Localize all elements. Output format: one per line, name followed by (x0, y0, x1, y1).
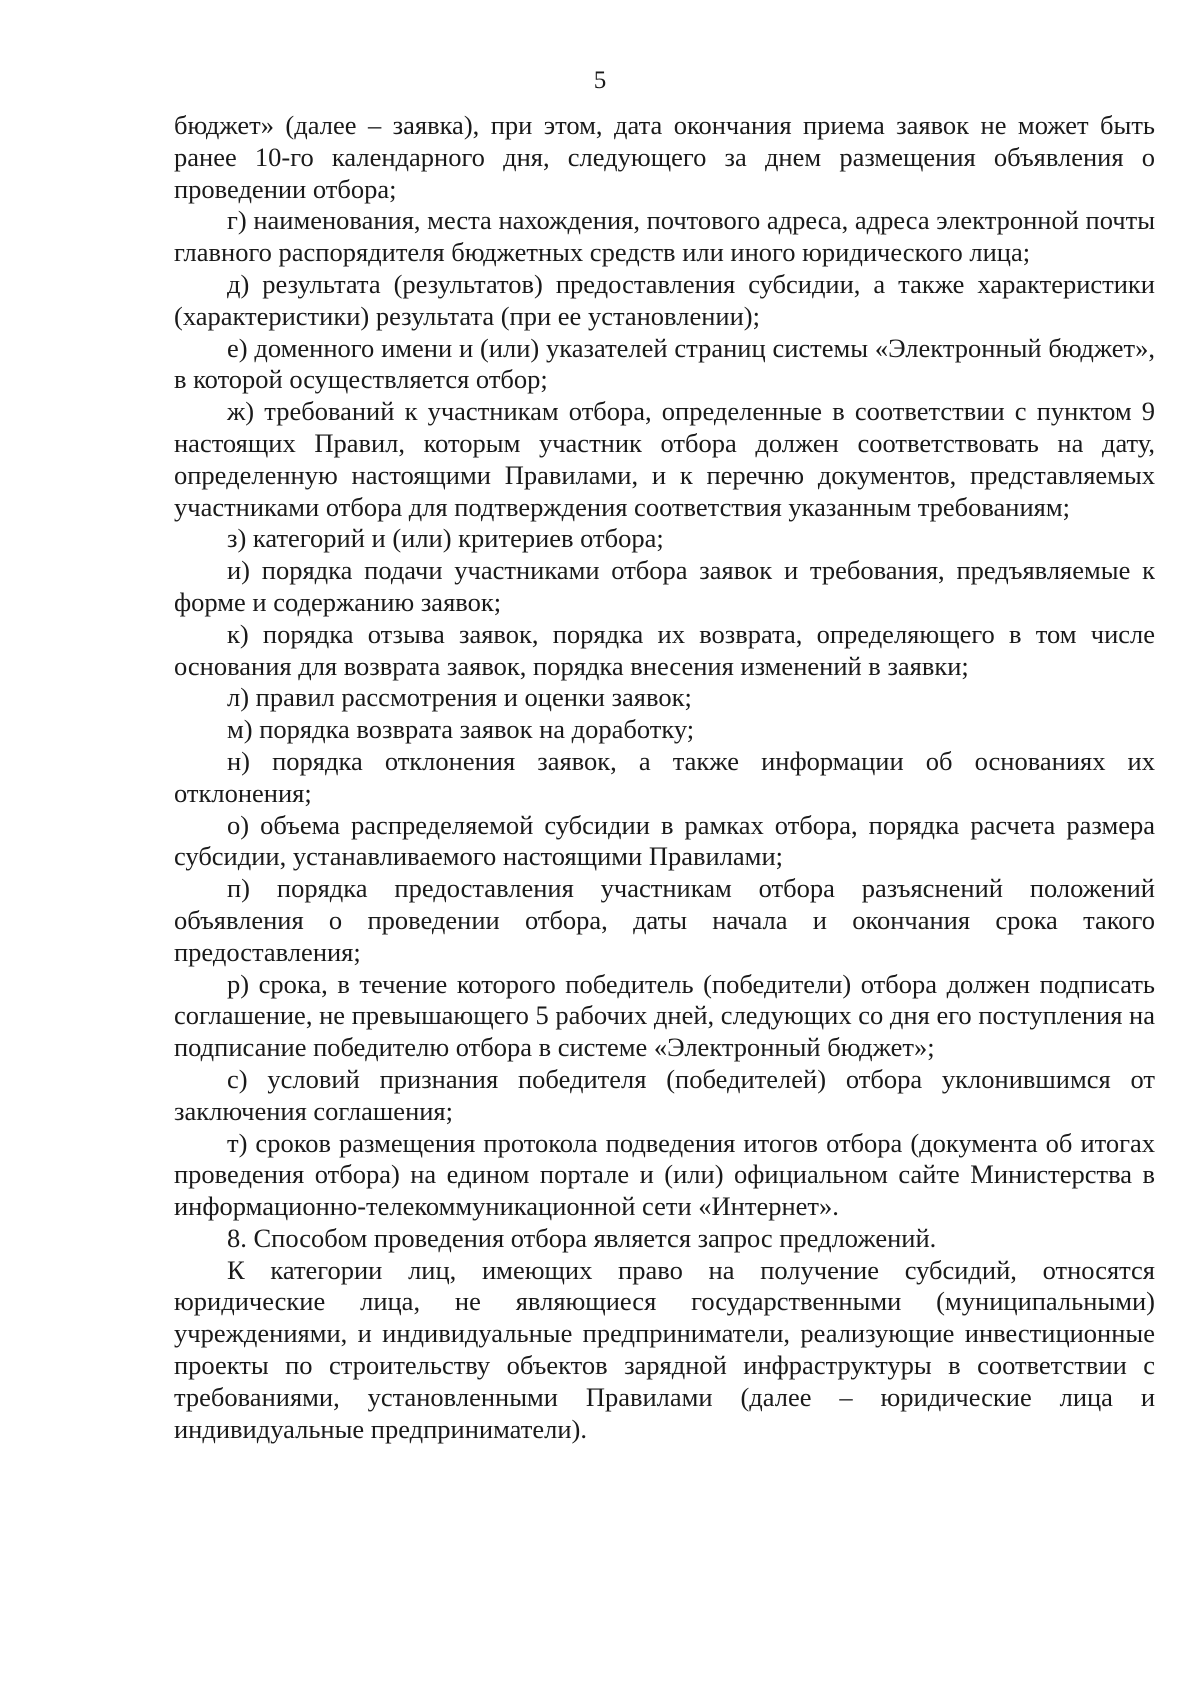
paragraph-item-s: с) условий признания победителя (победителей) отбора уклонившимся от заключения соглашения; (174, 1063, 1155, 1126)
paragraph-item-p: п) порядка предоставления участникам отбора разъяснений положений объявления о проведении отбора, даты начала и окончания срока такого предоставления; (174, 873, 1155, 967)
paragraph-item-m: м) порядка возврата заявок на доработку; (227, 714, 695, 745)
paragraph-section-8: 8. Способом проведения отбора является запрос предложений. (227, 1222, 937, 1253)
paragraph-item-d: д) результата (результатов) предоставления субсидии, а также характеристики (характеристики) результата (при ее установлении); (174, 268, 1155, 331)
document-body (174, 110, 1155, 1445)
paragraph-item-n: н) порядка отклонения заявок, а также информации об основаниях их отклонения; (174, 745, 1155, 808)
paragraph-item-e: е) доменного имени и (или) указателей страниц системы «Электронный бюджет», в которой осуществляется отбор; (174, 332, 1155, 395)
paragraph-item-k: к) порядка отзыва заявок, порядка их возврата, определяющего в том числе основания для возврата заявок, порядка внесения изменений в заявки; (174, 618, 1155, 681)
paragraph-item-i: и) порядка подачи участниками отбора заявок и требования, предъявляемые к форме и содержанию заявок; (174, 555, 1155, 617)
page-number: 5 (593, 67, 607, 94)
paragraph-continuation: бюджет» (далее – заявка), при этом, дата окончания приема заявок не может быть ранее 10-го календарного дня, следующего за днем размещения объявления о проведении отбора; (174, 110, 1155, 204)
paragraph-item-o: о) объема распределяемой субсидии в рамках отбора, порядка расчета размера субсидии, устанавливаемого настоящими Правилами; (174, 809, 1155, 872)
paragraph-item-l: л) правил рассмотрения и оценки заявок; (227, 682, 692, 713)
paragraph-item-r: р) срока, в течение которого победитель (победители) отбора должен подписать соглашение, не превышающего 5 рабочих дней, следующих со дня его поступления на подписание победителю отбора в системе «Электронный бюджет»; (174, 968, 1155, 1063)
paragraph-item-z: з) категорий и (или) критериев отбора; (227, 523, 664, 554)
paragraph-item-g: г) наименования, места нахождения, почтового адреса, адреса электронной почты главного распорядителя бюджетных средств или иного юридического лица; (174, 205, 1155, 268)
paragraph-item-zh: ж) требований к участникам отбора, определенные в соответствии с пунктом 9 настоящих Правил, которым участник отбора должен соответствовать на дату, определенную настоящими Правилами, и к перечню документов, представляемых участниками отбора для подтверждения соответствия указанным требованиям; (174, 396, 1155, 522)
paragraph-item-t: т) сроков размещения протокола подведения итогов отбора (документа об итогах проведения отбора) на едином портале и (или) официальном сайте Министерства в информационно-телекоммуникационной сети «Интернет». (174, 1127, 1155, 1222)
paragraph-eligible-categories: К категории лиц, имеющих право на получение субсидий, относятся юридические лица, не являющиеся государственными (муниципальными) учреждениями, и индивидуальные предприниматели, реализующие инвестиционные проекты по строительству объектов зарядной инфраструктуры в соответствии с требованиями, установленными Правилами (далее – юридические лица и индивидуальные предприниматели). (174, 1254, 1155, 1444)
